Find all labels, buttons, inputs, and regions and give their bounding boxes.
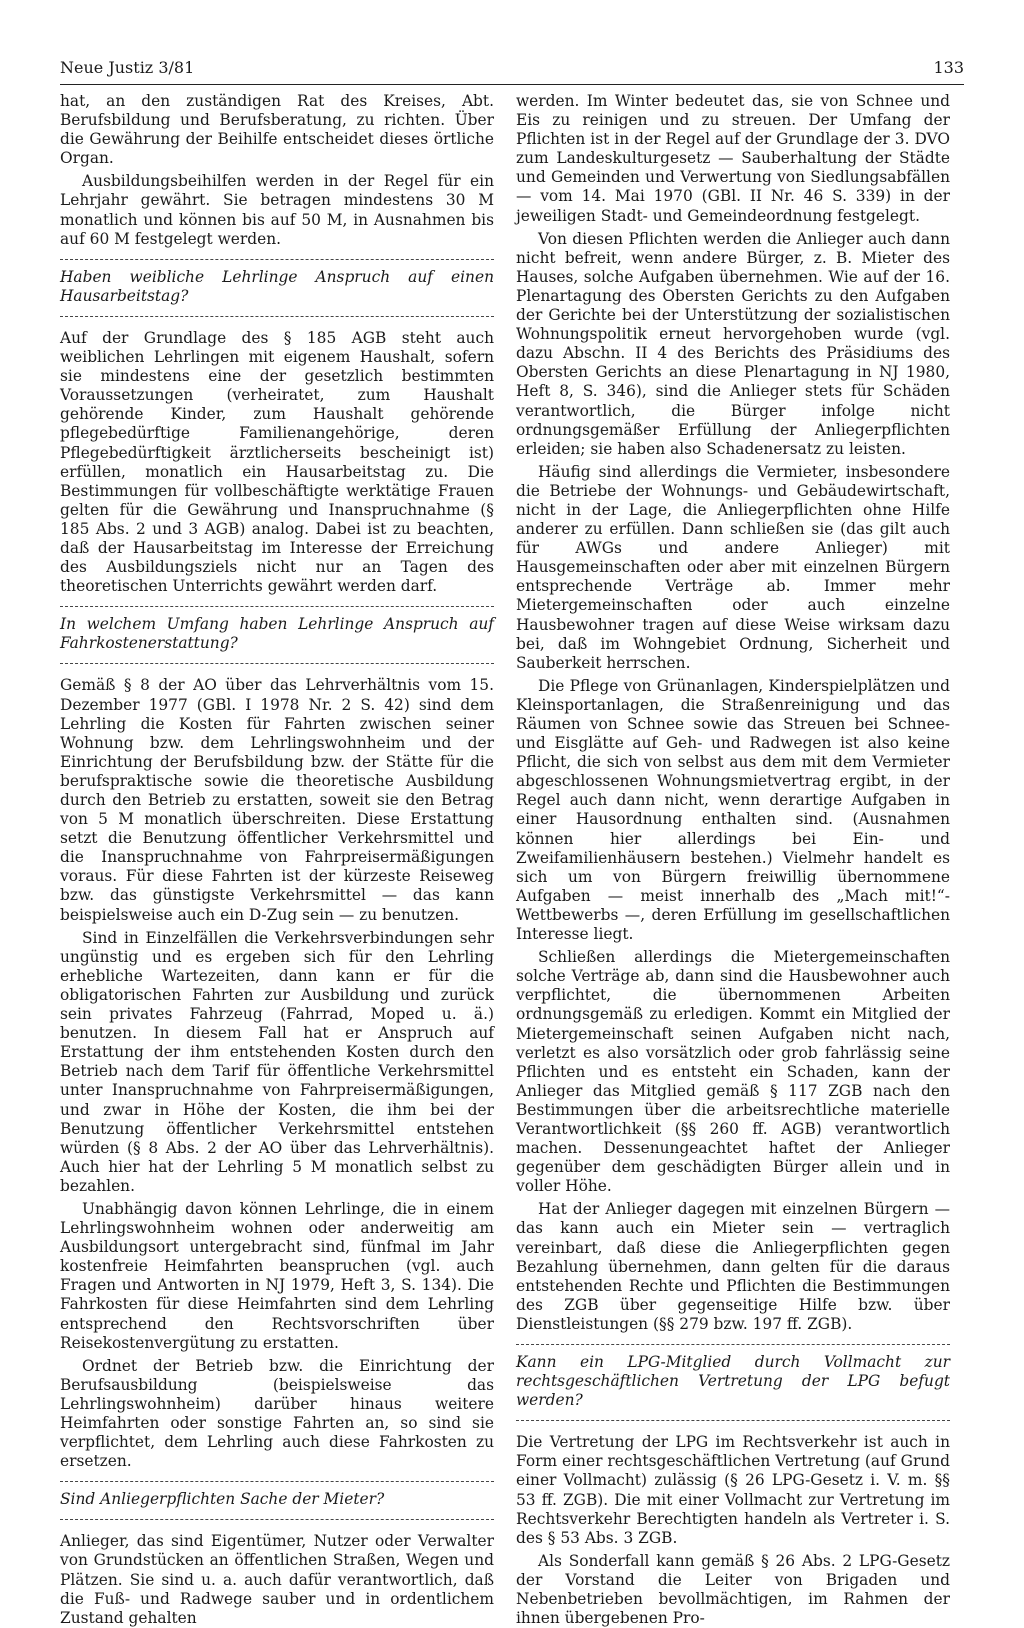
question-rule-bottom [60,663,494,664]
question-block [60,249,494,329]
running-header [60,58,964,80]
question-rule-bottom [60,1519,494,1520]
question-rule-top [60,259,494,260]
paragraph: Gemäß § 8 der AO über das Lehrverhältnis vom 15. Dezember 1977 (GBl. I 1978 Nr. 2 S. 42) sind dem Lehrling die Kosten für Fahrten zwischen seiner Wohnung bzw. dem Lehrlingswohnheim und der Einrichtung der Berufsbildung bzw. der Stätte für die berufspraktische sowie die theoretische Ausbildung durch den Betrieb zu erstatten, soweit sie den Betrag von 5 M monatlich überschreiten. Diese Erstattung setzt die Benutzung öffentlicher Verkehrsmittel und die Inanspruchnahme von Fahrpreisermäßigungen voraus. Für diese Fahrten ist der kürzeste Reiseweg bzw. das günstigste Verkehrsmittel — das kann beispielsweise auch ein D-Zug sein — zu benutzen. [60,676,494,924]
question-rule-bottom [516,1420,950,1421]
paragraph: Die Pflege von Grünanlagen, Kinderspielplätzen und Kleinsportanlagen, die Straßenreinigung und das Räumen von Schnee sowie das Streuen bei Schnee- und Eisglätte auf Geh- und Radwegen ist also keine Pflicht, die sich von selbst aus dem mit dem Vermieter abgeschlossenen Wohnungsmietvertrag ergibt, in der Regel auch dann nicht, wenn derartige Aufgaben in einer Hausordnung enthalten sind. (Ausnahmen können hier allerdings bei Ein- und Zweifamilienhäusern bestehen.) Vielmehr handelt es sich um von Bürgern freiwillig übernommene Aufgaben — meist innerhalb des „Mach mit!“-Wettbewerbs —, deren Erfüllung im gesellschaftlichen Interesse liegt. [516,676,950,944]
paragraph: Ausbildungsbeihilfen werden in der Regel für ein Lehrjahr gewährt. Sie betragen mindestens 30 M monatlich und können bis auf 50 M, in Ausnahmen bis auf 60 M festgelegt werden. [60,172,494,248]
question-block [516,1334,950,1433]
page-number: 133 [933,58,964,77]
paragraph: Als Sonderfall kann gemäß § 26 Abs. 2 LPG-Gesetz der Vorstand die Leiter von Brigaden und Nebenbetrieben bevollmächtigen, im Rahmen der ihnen übergebenen Pro- [516,1551,950,1628]
question-rule-top [60,1481,494,1482]
question-rule-top [60,606,494,607]
paragraph: Von diesen Pflichten werden die Anlieger auch dann nicht befreit, wenn andere Bürger, z. B. Mieter des Hauses, solche Aufgaben übernehmen. Wie auf der 16. Plenartagung des Obersten Gerichts zu den Aufgaben der Gerichte bei der Unterstützung der sozialistischen Wohnungspolitik erneut hervorgehoben wurde (vgl. dazu Abschn. II 4 des Berichts des Präsidiums des Obersten Gerichts an diese Plenartagung in NJ 1980, Heft 8, S. 346), sind die Anlieger stets für Schäden verantwortlich, die Bürger infolge nicht ordnungsgemäßer Erfüllung der Anliegerpflichten erleiden; sie haben also Schadenersatz zu leisten. [516,229,950,458]
paragraph: Anlieger, das sind Eigentümer, Nutzer oder Verwalter von Grundstücken an öffentlichen Straßen, Wegen und Plätzen. Sie sind u. a. auch dafür verantwortlich, daß die Fuß- und Radwege sauber und in ordentlichem Zustand gehalten [60,1532,494,1627]
paragraph: Hat der Anlieger dagegen mit einzelnen Bürgern — das kann auch ein Mieter sein — vertraglich vereinbart, daß diese die Anliegerpflichten gegen Bezahlung übernehmen, dann gelten für die daraus entstehenden Rechte und Pflichten die Bestimmungen des ZGB über gegenseitige Hilfe bzw. über Dienstleistungen (§§ 279 bzw. 197 ff. ZGB). [516,1200,950,1333]
question-heading: Kann ein LPG-Mitglied durch Vollmacht zur rechtsgeschäftlichen Vertretung der LPG befugt werden? [516,1353,950,1410]
question-heading: Sind Anliegerpflichten Sache der Mieter? [60,1490,385,1509]
paragraph: Auf der Grundlage des § 185 AGB steht auch weiblichen Lehrlingen mit eigenem Haushalt, sofern sie mindestens eine der gesetzlich bestimmten Voraussetzungen (verheiratet, zum Haushalt gehörende Kinder, zum Haushalt gehörende pflegebedürftige Familienangehörige, deren Pflegebedürftigkeit ärztlicherseits bescheinigt ist) erfüllen, monatlich ein Hausarbeitstag zu. Die Bestimmungen für vollbeschäftigte werktätige Frauen gelten für die Gewährung und Inanspruchnahme (§ 185 Abs. 2 und 3 AGB) analog. Dabei ist zu beachten, daß der Hausarbeitstag im Interesse der Erreichung des Ausbildungsziels nicht nur an Tagen des theoretischen Unterrichts gewährt werden darf. [60,328,494,596]
paragraph: werden. Im Winter bedeutet das, sie von Schnee und Eis zu reinigen und zu streuen. Der Umfang der Pflichten ist in der Regel auf der Grundlage der 3. DVO zum Landeskulturgesetz — Sauberhaltung der Städte und Gemeinden und Verwertung von Siedlungsabfällen — vom 14. Mai 1970 (GBl. II Nr. 46 S. 339) in der jeweiligen Stadt- und Gemeindeordnung festgelegt. [516,92,950,225]
question-heading: In welchem Umfang haben Lehrlinge Anspruch auf Fahrkostenerstattung? [60,615,494,653]
question-block [60,1471,494,1532]
paragraph: Sind in Einzelfällen die Verkehrsverbindungen sehr ungünstig und es ergeben sich für den Lehrling erhebliche Wartezeiten, dann kann er für die obligatorischen Fahrten zur Ausbildung und zurück sein privates Fahrzeug (Fahrrad, Moped u. ä.) benutzen. In diesem Fall hat er Anspruch auf Erstattung der ihm entstehenden Kosten durch den Betrieb nach dem Tarif für öffentliche Verkehrsmittel unter Inanspruchnahme von Fahrpreisermäßigungen, und zwar in Höhe der Kosten, die ihm bei der Benutzung öffentlicher Verkehrsmittel entstehen würden (§ 8 Abs. 2 der AO über das Lehrverhältnis). Auch hier hat der Lehrling 5 M monatlich selbst zu bezahlen. [60,928,494,1195]
right-column [516,92,950,1628]
journal-title: Neue Justiz 3/81 [60,58,195,77]
paragraph: Unabhängig davon können Lehrlinge, die in einem Lehrlingswohnheim wohnen oder anderweitig am Ausbildungsort untergebracht sind, fünfmal im Jahr kostenfreie Heimfahrten beanspruchen (vgl. auch Fragen und Antworten in NJ 1979, Heft 3, S. 134). Die Fahrkosten für diese Heimfahrten sind dem Lehrling entsprechend den Rechtsvorschriften über Reisekostenvergütung zu erstatten. [60,1199,494,1352]
header-rule [60,84,964,85]
paragraph: Die Vertretung der LPG im Rechtsverkehr ist auch in Form einer rechtsgeschäftlichen Vertretung (auf Grund einer Vollmacht) zulässig (§ 26 LPG-Gesetz i. V. m. §§ 53 ff. ZGB). Die mit einer Vollmacht zur Vertretung im Rechtsverkehr Berechtigten handeln als Vertreter i. S. des § 53 Abs. 3 ZGB. [516,1433,950,1547]
question-heading: Haben weibliche Lehrlinge Anspruch auf einen Hausarbeitstag? [60,267,494,305]
question-rule-bottom [60,316,494,317]
left-column [60,92,494,1628]
question-block [60,596,494,676]
paragraph: Schließen allerdings die Mietergemeinschaften solche Verträge ab, dann sind die Hausbewohner auch verpflichtet, die übernommenen Arbeiten ordnungsgemäß zu erledigen. Kommt ein Mitglied der Mietergemeinschaft seinen Aufgaben nicht nach, verletzt es also vorsätzlich oder grob fahrlässig seine Pflichten und es entsteht ein Schaden, kann der Anlieger das Mitglied gemäß § 117 ZGB nach den Bestimmungen über die arbeitsrechtliche materielle Verantwortlichkeit (§§ 260 ff. AGB) verantwortlich machen. Dessenungeachtet haftet der Anlieger gegenüber dem geschädigten Bürger allein und in voller Höhe. [516,948,950,1196]
paragraph: hat, an den zuständigen Rat des Kreises, Abt. Berufsbildung und Berufsberatung, zu richten. Über die Gewährung der Beihilfe entscheidet dieses örtliche Organ. [60,92,494,168]
question-rule-top [516,1344,950,1345]
paragraph: Häufig sind allerdings die Vermieter, insbesondere die Betriebe der Wohnungs- und Gebäudewirtschaft, nicht in der Lage, die Anliegerpflichten ohne Hilfe anderer zu erfüllen. Dann schließen sie (das gilt auch für AWGs und andere Anlieger) mit Hausgemeinschaften oder aber mit einzelnen Bürgern entsprechende Verträge ab. Immer mehr Mietergemeinschaften oder auch einzelne Hausbewohner tragen auf diese Weise wirksam dazu bei, daß im Wohngebiet Ordnung, Sicherheit und Sauberkeit herrschen. [516,462,950,672]
paragraph: Ordnet der Betrieb bzw. die Einrichtung der Berufsausbildung (beispielsweise das Lehrlingswohnheim) darüber hinaus weitere Heimfahrten oder sonstige Fahrten an, so sind sie verpflichtet, dem Lehrling auch diese Fahrkosten zu ersetzen. [60,1356,494,1471]
